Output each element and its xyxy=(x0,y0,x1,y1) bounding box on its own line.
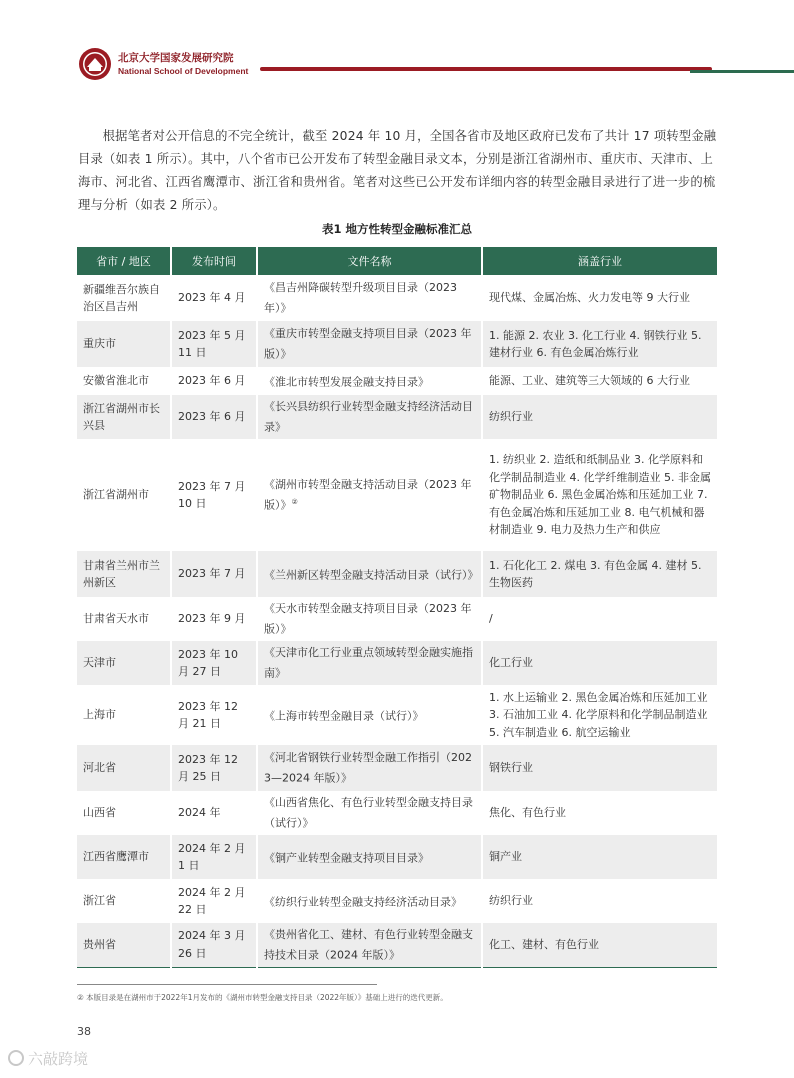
cell-industry-text: 化工行业 xyxy=(489,656,533,670)
cell-date-text: 2024 年 2 月 22 日 xyxy=(178,885,246,916)
cell-industry-text: 焦化、有色行业 xyxy=(489,806,566,820)
table-row xyxy=(77,835,717,879)
table-row xyxy=(77,641,717,685)
cell-region xyxy=(77,395,171,439)
cell-industry xyxy=(482,685,717,745)
table-caption: 表1 地方性转型金融标准汇总 xyxy=(321,222,472,236)
table-header-row xyxy=(77,247,717,275)
cell-industry-text: 能源、工业、建筑等三大领域的 6 大行业 xyxy=(489,374,690,388)
cell-region xyxy=(77,923,171,967)
cell-industry xyxy=(482,745,717,791)
table-row xyxy=(77,879,717,923)
cell-industry xyxy=(482,923,717,967)
cell-date xyxy=(171,439,257,551)
cell-document-text: 《重庆市转型金融支持项目目录（2023 年版）》 xyxy=(264,327,472,361)
cell-date xyxy=(171,321,257,367)
cell-region xyxy=(77,791,171,835)
cell-industry xyxy=(482,395,717,439)
table-row xyxy=(77,439,717,551)
cell-region xyxy=(77,439,171,551)
cell-region xyxy=(77,685,171,745)
page-number: 38 xyxy=(77,1025,91,1038)
cell-document xyxy=(257,321,482,367)
header-rule-green xyxy=(690,70,794,73)
watermark xyxy=(8,1048,88,1069)
cell-region-text: 浙江省湖州市 xyxy=(83,488,149,502)
cell-document-text: 《湖州市转型金融支持活动目录（2023 年版）》 xyxy=(264,478,472,512)
cell-date-text: 2024 年 3 月 26 日 xyxy=(178,929,246,960)
cell-date xyxy=(171,923,257,967)
cell-date-text: 2023 年 10 月 27 日 xyxy=(178,647,238,678)
table-row xyxy=(77,923,717,967)
cell-region xyxy=(77,835,171,879)
cell-date-text: 2023 年 12 月 21 日 xyxy=(178,699,238,730)
cell-region-text: 重庆市 xyxy=(83,337,116,351)
watermark-text: 六敲跨境 xyxy=(28,1050,89,1068)
cell-document-text: 《天津市化工行业重点领域转型金融实施指南》 xyxy=(264,646,473,680)
col-header-industry: 涵盖行业 xyxy=(482,247,717,275)
cell-document xyxy=(257,879,482,923)
cell-industry xyxy=(482,791,717,835)
cell-industry-text: 1. 能源 2. 农业 3. 化工行业 4. 钢铁行业 5. 建材行业 6. 有色金属冶炼行业 xyxy=(489,328,702,359)
cell-document-text: 《山西省焦化、有色行业转型金融支持目录（试行）》 xyxy=(264,796,473,830)
cell-industry-text: / xyxy=(489,612,493,626)
cell-document-text: 《昌吉州降碳转型升级项目目录（2023 年）》 xyxy=(264,281,457,315)
cell-industry xyxy=(482,879,717,923)
header-rule-red xyxy=(260,67,712,71)
cell-region-text: 浙江省湖州市长兴县 xyxy=(83,401,160,432)
cell-industry-text: 钢铁行业 xyxy=(489,761,533,775)
cell-region xyxy=(77,275,171,321)
cell-document-text: 《贵州省化工、建材、有色行业转型金融支持技术目录（2024 年版）》 xyxy=(264,928,473,962)
brand-english-name: National School of Development xyxy=(118,66,249,76)
col-header-region: 省市 / 地区 xyxy=(77,247,171,275)
cell-document-text: 《兰州新区转型金融支持活动目录（试行）》 xyxy=(264,568,479,582)
watermark-logo-icon xyxy=(8,1050,24,1066)
cell-date-text: 2023 年 6 月 xyxy=(178,374,246,388)
cell-date-text: 2023 年 6 月 xyxy=(178,410,246,424)
cell-region-text: 天津市 xyxy=(83,656,116,670)
cell-region-text: 山西省 xyxy=(83,806,116,820)
cell-document xyxy=(257,835,482,879)
cell-document xyxy=(257,641,482,685)
cell-date xyxy=(171,641,257,685)
table-row xyxy=(77,685,717,745)
cell-region-text: 安徽省淮北市 xyxy=(83,374,149,388)
cell-document xyxy=(257,685,482,745)
cell-region xyxy=(77,745,171,791)
cell-document xyxy=(257,745,482,791)
cell-document xyxy=(257,791,482,835)
cell-document-text: 《上海市转型金融目录（试行）》 xyxy=(264,709,424,723)
table-row xyxy=(77,745,717,791)
cell-industry-text: 化工、建材、有色行业 xyxy=(489,938,599,952)
cell-date xyxy=(171,745,257,791)
cell-region xyxy=(77,879,171,923)
cell-region-text: 浙江省 xyxy=(83,894,116,908)
cell-date xyxy=(171,835,257,879)
cell-date xyxy=(171,275,257,321)
col-header-document: 文件名称 xyxy=(257,247,482,275)
cell-document xyxy=(257,923,482,967)
cell-document xyxy=(257,275,482,321)
cell-region-text: 江西省鹰潭市 xyxy=(83,850,149,864)
cell-industry xyxy=(482,551,717,597)
cell-document xyxy=(257,367,482,395)
pku-seal-icon xyxy=(78,47,112,81)
table-row xyxy=(77,321,717,367)
cell-industry-text: 铜产业 xyxy=(489,850,522,864)
cell-date-text: 2023 年 5 月 11 日 xyxy=(178,328,246,359)
cell-region xyxy=(77,367,171,395)
cell-industry xyxy=(482,321,717,367)
cell-date-text: 2024 年 2 月 1 日 xyxy=(178,841,246,872)
footnote: ② 本版目录是在湖州市于2022年1月发布的《湖州市转型金融支持目录（2022年版）》基础上进行的迭代更新。 xyxy=(77,993,448,1002)
cell-date-text: 2023 年 12 月 25 日 xyxy=(178,752,238,783)
table-row xyxy=(77,551,717,597)
cell-region-text: 甘肃省兰州市兰州新区 xyxy=(83,558,160,589)
table-row xyxy=(77,275,717,321)
cell-region-text: 贵州省 xyxy=(83,938,116,952)
intro-paragraph: 根据笔者对公开信息的不完全统计，截至 2024 年 10 月，全国各省市及地区政府已发布了共计 17 项转型金融目录（如表 1 所示）。其中，八个省市已公开发布了转型金融目录文本，分别是浙江省湖州市、重庆市、天津市、上海市、河北省、江西省鹰潭市、浙江省和贵州省。笔者对这些已公开发布详细内容的转型金融目录进行了进一步的梳理与分析（如表 2 所示）。 xyxy=(78,129,717,212)
cell-date xyxy=(171,395,257,439)
cell-region-text: 甘肃省天水市 xyxy=(83,612,149,626)
footnote-marker: ② xyxy=(291,497,298,506)
table-row xyxy=(77,597,717,641)
cell-date xyxy=(171,791,257,835)
cell-date-text: 2023 年 9 月 xyxy=(178,612,246,626)
cell-industry xyxy=(482,367,717,395)
cell-industry-text: 1. 纺织业 2. 造纸和纸制品业 3. 化学原料和化学制品制造业 4. 化学纤维制造业 5. 非金属矿物制品业 6. 黑色金属冶炼和压延加工业 7. 有色金属冶炼和压延加工业 8. 电气机械和器材制造业 9. 电力及热力生产和供应 xyxy=(489,453,711,537)
cell-industry xyxy=(482,835,717,879)
cell-region-text: 上海市 xyxy=(83,708,116,722)
cell-industry xyxy=(482,641,717,685)
col-header-date: 发布时间 xyxy=(171,247,257,275)
table-body xyxy=(77,275,717,967)
cell-date xyxy=(171,879,257,923)
cell-document xyxy=(257,551,482,597)
cell-document-text: 《河北省钢铁行业转型金融工作指引（2023—2024 年版）》 xyxy=(264,751,472,785)
cell-document-text: 《纺织行业转型金融支持经济活动目录》 xyxy=(264,895,462,909)
cell-document-text: 《淮北市转型发展金融支持目录》 xyxy=(264,375,429,389)
cell-industry-text: 纺织行业 xyxy=(489,410,533,424)
cell-industry-text: 1. 石化化工 2. 煤电 3. 有色金属 4. 建材 5. 生物医药 xyxy=(489,558,702,589)
cell-industry xyxy=(482,275,717,321)
cell-industry-text: 现代煤、金属冶炼、火力发电等 9 大行业 xyxy=(489,291,690,305)
footnote-rule xyxy=(77,984,377,985)
table-row xyxy=(77,791,717,835)
cell-date xyxy=(171,685,257,745)
cell-industry xyxy=(482,439,717,551)
cell-document xyxy=(257,439,482,551)
cell-document-text: 《长兴县纺织行业转型金融支持经济活动目录》 xyxy=(264,400,473,434)
table-row xyxy=(77,367,717,395)
cell-region-text: 河北省 xyxy=(83,761,116,775)
cell-document-text: 《天水市转型金融支持项目目录（2023 年版）》 xyxy=(264,602,472,636)
standards-table xyxy=(77,247,717,968)
cell-date xyxy=(171,551,257,597)
cell-industry xyxy=(482,597,717,641)
cell-date-text: 2023 年 4 月 xyxy=(178,291,246,305)
cell-document xyxy=(257,597,482,641)
cell-industry-text: 1. 水上运输业 2. 黑色金属冶炼和压延加工业 3. 石油加工业 4. 化学原料和化学制品制造业 5. 汽车制造业 6. 航空运输业 xyxy=(489,690,708,739)
cell-region xyxy=(77,597,171,641)
cell-document xyxy=(257,395,482,439)
cell-region-text: 新疆维吾尔族自治区昌吉州 xyxy=(83,282,160,313)
cell-industry-text: 纺织行业 xyxy=(489,894,533,908)
cell-date xyxy=(171,597,257,641)
cell-region xyxy=(77,551,171,597)
cell-document-text: 《铜产业转型金融支持项目目录》 xyxy=(264,851,429,865)
cell-region xyxy=(77,641,171,685)
cell-date-text: 2023 年 7 月 xyxy=(178,567,246,581)
cell-date-text: 2024 年 xyxy=(178,806,221,820)
cell-date-text: 2023 年 7 月 10 日 xyxy=(178,479,246,510)
brand-chinese-name: 北京大学国家发展研究院 xyxy=(118,52,234,64)
cell-region xyxy=(77,321,171,367)
cell-date xyxy=(171,367,257,395)
table-row xyxy=(77,395,717,439)
